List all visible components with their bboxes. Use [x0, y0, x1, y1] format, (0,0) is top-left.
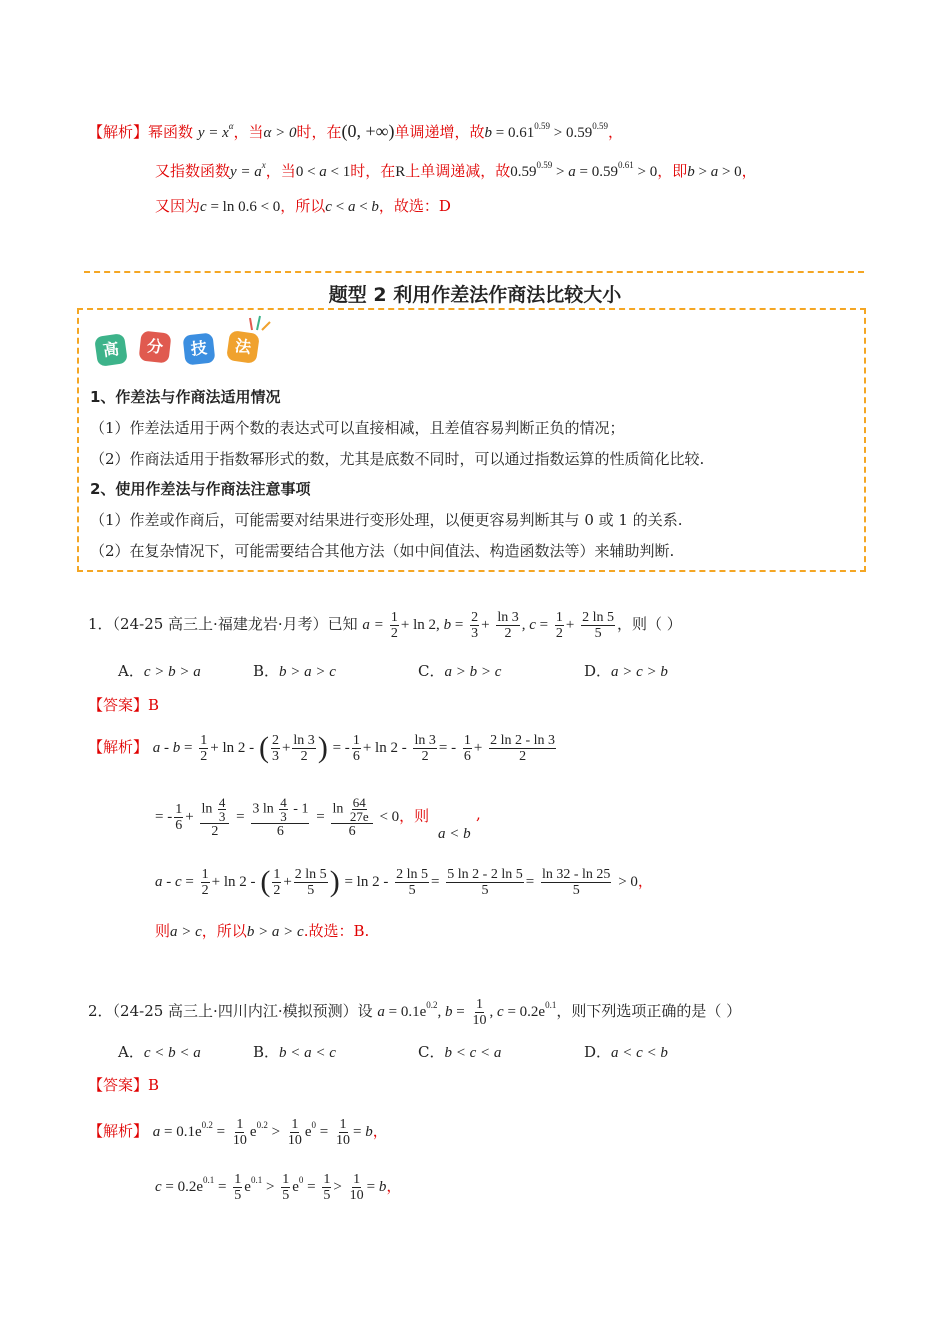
section-title: 题型 2 利用作差法作商法比较大小 [328, 284, 622, 306]
q1-a-less-b: a < b [438, 826, 471, 842]
tips-paragraph-4: （2）在复杂情况下，可能需要结合其他方法（如中间值法、构造函数法等）来辅助判断. [90, 542, 675, 560]
prev-solution-line-2: 又指数函数$y = a^x$，当0 < a < 1时，在R上单调递减，故$0.59^{0.59} > a = 0.59^{0.61} > 0$，即b > a > 0， [155, 160, 757, 180]
badge-fen: 分 [139, 331, 172, 364]
prev-solution-line-1: 【解析】幂函数 $y = x^\alpha$，当α > 0时，在(0, +∞)单调递增，故$b = 0.61^{0.59} > 0.59^{0.59}$， [88, 121, 623, 141]
section-divider [84, 271, 864, 273]
q2-option-c[interactable]: C．b < c < a [418, 1043, 502, 1061]
badge-fa: 法 [226, 330, 260, 364]
q1-option-c[interactable]: C．a > b > c [418, 662, 502, 680]
badge-ji: 技 [183, 333, 216, 366]
q2-option-b[interactable]: B．b < a < c [253, 1043, 336, 1061]
badge-gao: 高 [94, 333, 128, 367]
q1-option-a[interactable]: A．c > b > a [118, 662, 201, 680]
solution-tag: 【解析】 [88, 123, 149, 141]
q1-comma: , [476, 805, 481, 823]
q1-answer: 【答案】B [88, 696, 160, 714]
q1-solution-line-2: = - $\frac{1}{6}$ + ln $\frac{4}{3}$ 2 = 3 ln $\frac{4}{3}$ - 1 6 = ln $\frac{64}{27e}$ 6 < 0，则 [155, 794, 430, 839]
q2-option-a[interactable]: A．c < b < a [118, 1043, 201, 1061]
q2-answer: 【答案】B [88, 1076, 160, 1094]
sparkle-icon [246, 312, 272, 332]
tips-paragraph-1: （1）作差法适用于两个数的表达式可以直接相减，且差值容易判断正负的情况； [90, 419, 625, 437]
q1-option-b[interactable]: B．b > a > c [253, 662, 336, 680]
q1-stem: 1．（24-25 高三上·福建龙岩·月考）已知 a = $\frac{1}{2}$ + ln 2, b = $\frac{2}{3}$ + $\frac{\ln 3}{2}$ , c = $\frac{1}{2}$ + $\frac{2 \ln 5}{5}$ ，则（ ） [88, 609, 682, 641]
q2-option-d[interactable]: D．a < c < b [584, 1043, 668, 1061]
q2-solution-line-1: 【解析】 $a = 0.1e^{0.2}$ = $\frac{1}{10}$ $e^{0.2}$ > $\frac{1}{10}$ $e^0$ = $\frac{1}{10}$ = b， [88, 1116, 388, 1148]
tips-paragraph-2: （2）作商法适用于指数幂形式的数，尤其是底数不同时，可以通过指数运算的性质简化比较. [90, 450, 705, 468]
tips-paragraph-3: （1）作差或作商后，可能需要对结果进行变形处理，以便更容易判断其与 0 或 1 的关系. [90, 511, 683, 529]
q1-solution-line-3: a - c = $\frac{1}{2}$ + ln 2 - ( $\frac{1}{2}$ + $\frac{2 \ln 5}{5}$ ) = ln 2 - $\frac{2 \ln 5}{5}$ = $\frac{5 \ln 2 - 2 \ln 5}{5}$ = $\frac{\ln 32 - \ln 25}{5}$ > 0， [155, 865, 653, 898]
q1-solution-line-1: 【解析】 a - b = $\frac{1}{2}$ + ln 2 - ( $\frac{2}{3}$ + $\frac{\ln 3}{2}$ ) = - $\frac{1}{6}$ + ln 2 - $\frac{\ln 3}{2}$ = - $\frac{1}{6}$ + $\frac{2 \ln 2 - \ln 3}{2}$ [88, 731, 556, 764]
q1-option-d[interactable]: D．a > c > b [584, 662, 668, 680]
prev-solution-line-3: 又因为c = ln 0.6 < 0，所以c < a < b，故选：D [155, 197, 451, 215]
q1-conclusion: 则a > c，所以b > a > c.故选：B. [155, 922, 370, 940]
q2-solution-line-2: $c = 0.2e^{0.1}$ = $\frac{1}{5}$ $e^{0.1}$ > $\frac{1}{5}$ $e^0$ = $\frac{1}{5}$ > $\frac{1}{10}$ = b， [155, 1171, 402, 1203]
tips-heading-2: 2、使用作差法与作商法注意事项 [90, 480, 311, 498]
q2-stem: 2．（24-25 高三上·四川内江·模拟预测）设 $a = 0.1e^{0.2}$, b = $\frac{1}{10}$ , $c = 0.2e^{0.1}$，则下列选项正确的是（ ） [88, 996, 742, 1028]
tips-heading-1: 1、作差法与作商法适用情况 [90, 388, 281, 406]
